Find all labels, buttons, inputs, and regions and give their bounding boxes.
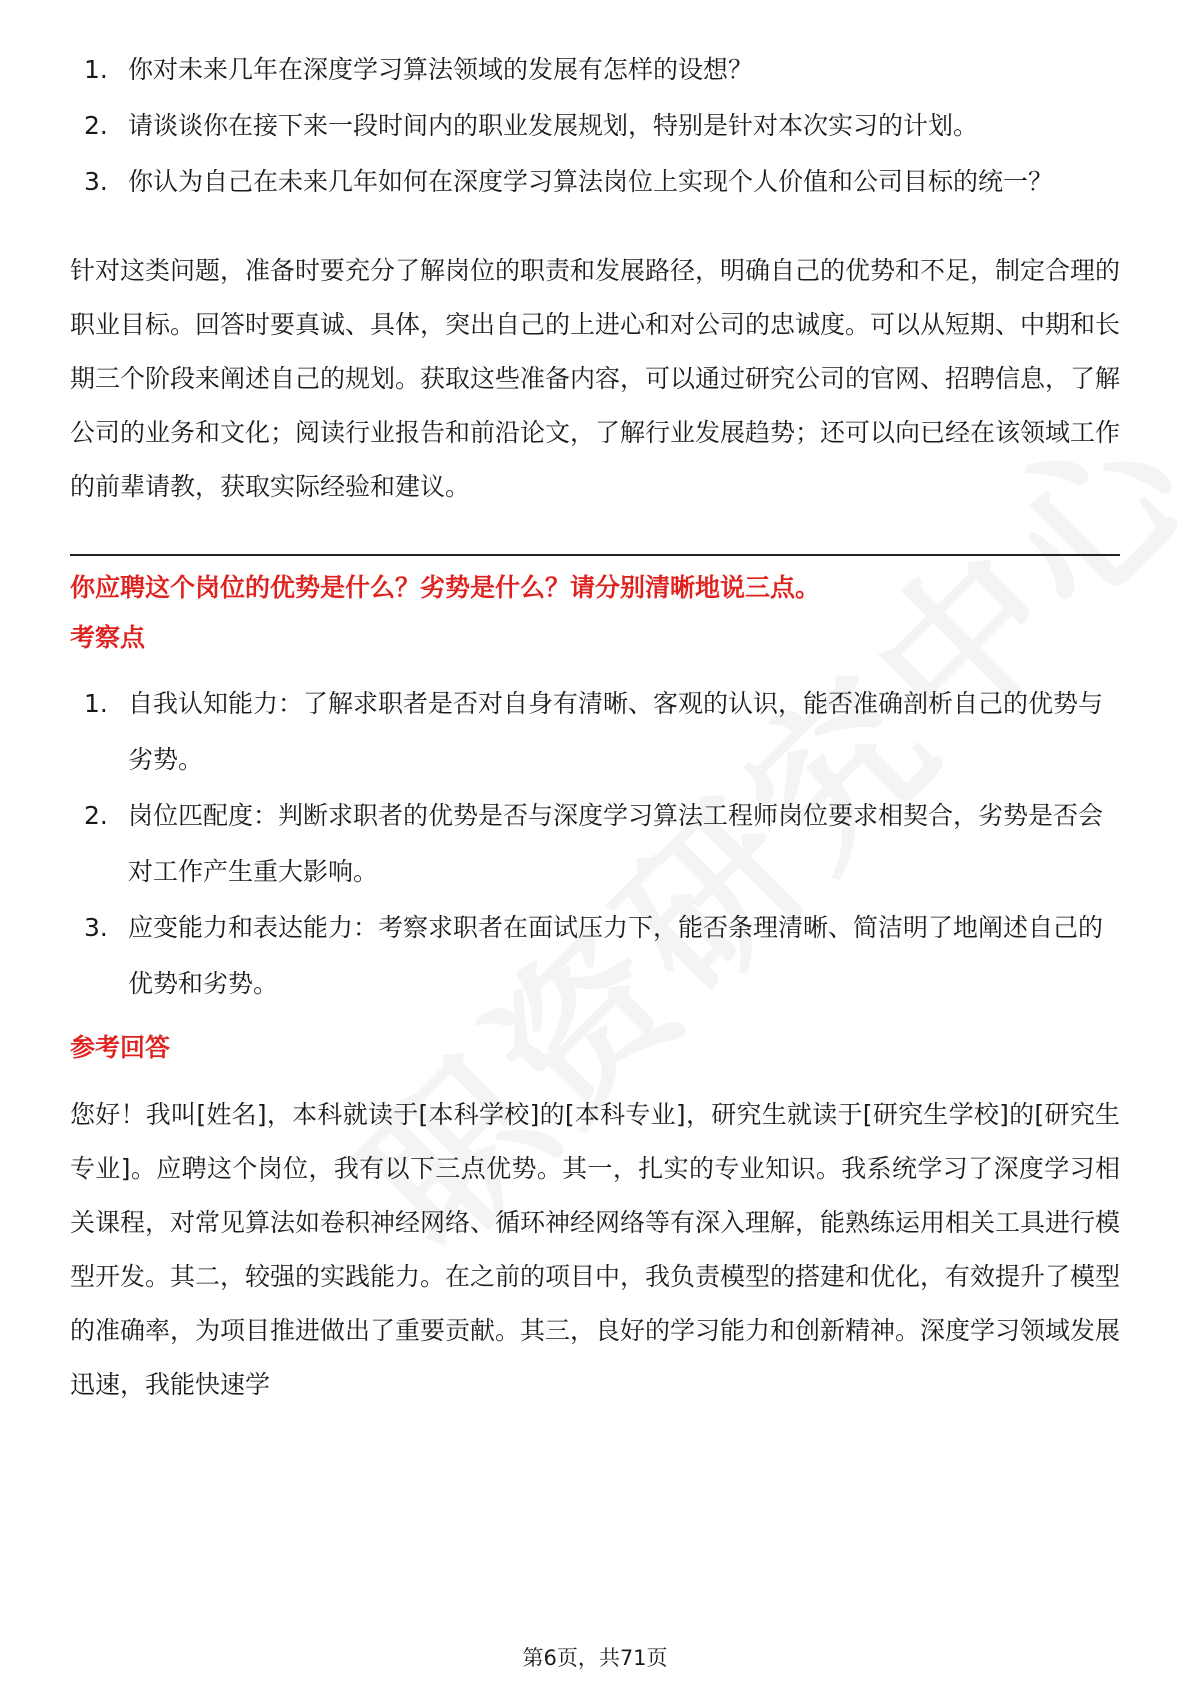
answer-paragraph: 您好！我叫[姓名]，本科就读于[本科学校]的[本科专业]，研究生就读于[研究生学校]的[研究生专业]。应聘这个岗位，我有以下三点优势。其一，扎实的专业知识。我系统学习了深度学习相关课程，对常见算法如卷积神经网络、循环神经网络等有深入理解，能熟练运用相关工具进行模型开发。其二，较强的实践能力。在之前的项目中，我负责模型的搭建和优化，有效提升了模型的准确率，为项目推进做出了重要贡献。其三，良好的学习能力和创新精神。深度学习领域发展迅速，我能快速学 xyxy=(70,1100,1121,1399)
list-item-text: 请谈谈你在接下来一段时间内的职业发展规划，特别是针对本次实习的计划。 xyxy=(128,111,979,140)
advice-paragraph: 针对这类问题，准备时要充分了解岗位的职责和发展路径，明确自己的优势和不足，制定合理的职业目标。回答时要真诚、具体，突出自己的上进心和对公司的忠诚度。可以从短期、中期和长期三个阶段来阐述自己的规划。获取这些准备内容，可以通过研究公司的官网、招聘信息，了解公司的业务和文化；阅读行业报告和前沿论文，了解行业发展趋势；还可以向已经在该领域工作的前辈请教，获取实际经验和建议。 xyxy=(70,256,1121,501)
question-heading: 你应聘这个岗位的优势是什么？劣势是什么？请分别清晰地说三点。 xyxy=(70,573,821,602)
list-item xyxy=(70,42,1120,98)
question-list xyxy=(70,42,1120,210)
inspection-list xyxy=(70,676,1120,1012)
list-item-text: 应变能力和表达能力：考察求职者在面试压力下，能否条理清晰、简洁明了地阐述自己的优势和劣势。 xyxy=(128,913,1104,998)
list-number: 2. xyxy=(84,801,108,830)
list-item xyxy=(70,98,1120,154)
list-number: 1. xyxy=(84,689,108,718)
reference-heading: 参考回答 xyxy=(70,1033,171,1062)
section-divider xyxy=(70,554,1120,556)
list-item xyxy=(70,900,1120,1012)
list-number: 1. xyxy=(84,55,108,84)
list-item xyxy=(70,788,1120,900)
list-item-text: 岗位匹配度：判断求职者的优势是否与深度学习算法工程师岗位要求相契合，劣势是否会对工作产生重大影响。 xyxy=(128,801,1104,886)
list-item-text: 自我认知能力：了解求职者是否对自身有清晰、客观的认识，能否准确剖析自己的优势与劣势。 xyxy=(128,689,1104,774)
inspection-heading: 考察点 xyxy=(70,623,146,652)
list-number: 3. xyxy=(84,167,108,196)
list-item-text: 你认为自己在未来几年如何在深度学习算法岗位上实现个人价值和公司目标的统一？ xyxy=(128,167,1054,196)
list-number: 2. xyxy=(84,111,108,140)
page-footer: 第6页，共71页 xyxy=(522,1646,668,1670)
list-number: 3. xyxy=(84,913,108,942)
page-content xyxy=(70,42,1120,1412)
list-item-text: 你对未来几年在深度学习算法领域的发展有怎样的设想？ xyxy=(128,55,754,84)
list-item xyxy=(70,154,1120,210)
list-item xyxy=(70,676,1120,788)
